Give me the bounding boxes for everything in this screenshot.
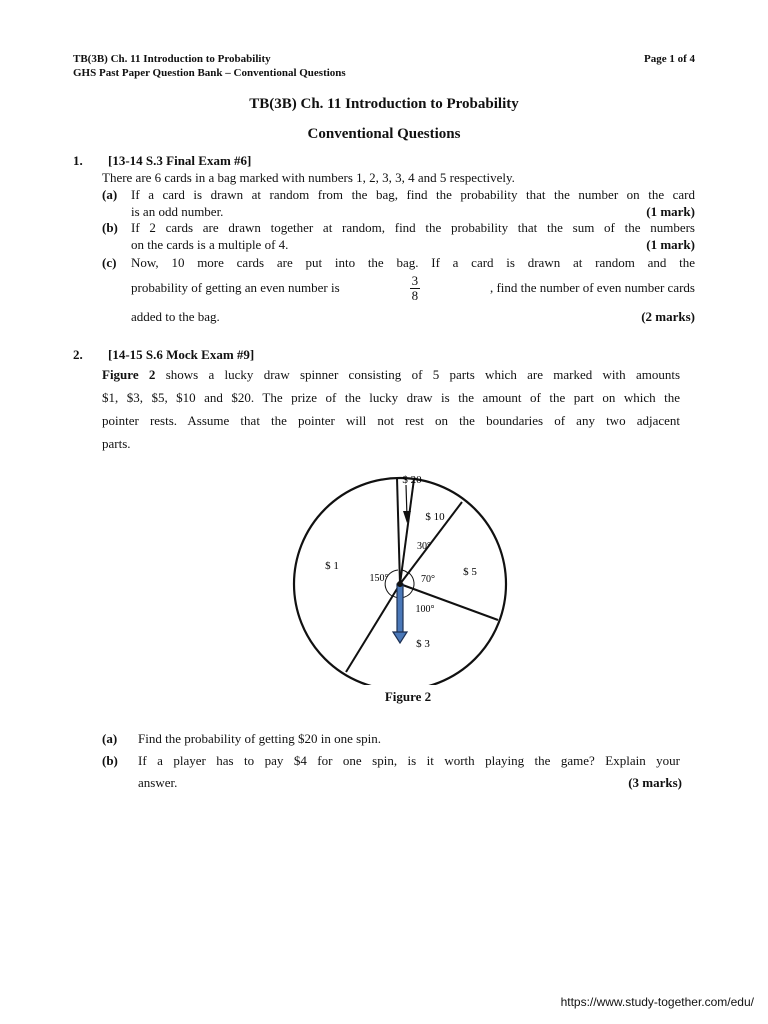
- q1c-line2-wrap: [131, 272, 695, 304]
- q2-intro-text1: shows a lucky draw spinner consisting of 5 parts which are marked with amounts: [165, 367, 681, 382]
- angle-100: 100°: [415, 604, 435, 615]
- q1c-mark: (2 marks): [641, 309, 695, 324]
- q1b-label: (b): [102, 220, 118, 235]
- q1c-line3-wrap: [131, 309, 695, 325]
- header-page-number: Page 1 of 4: [643, 53, 695, 65]
- q1-source: [13-14 S.3 Final Exam #6]: [108, 153, 252, 168]
- q1b-line2-wrap: [131, 237, 695, 253]
- label-5: $ 5: [463, 566, 477, 578]
- label-1: $ 1: [325, 560, 339, 572]
- q1c-fraction-num: 3: [411, 272, 419, 288]
- q1a-mark: (1 mark): [646, 204, 695, 219]
- q1c-fraction: [410, 274, 421, 303]
- q1a-label: (a): [102, 187, 118, 202]
- q2-number: 2.: [73, 347, 83, 362]
- q1c-line3: added to the bag.: [131, 309, 220, 324]
- label-10: $ 10: [425, 511, 445, 523]
- q1a-line1: If a card is drawn at random from the bag, find the probability that the number on the card: [131, 187, 695, 202]
- q1a-line2-wrap: [131, 204, 695, 220]
- angle-70: 70°: [421, 574, 435, 585]
- spinner-hub: [397, 581, 403, 587]
- q1b-line1: If 2 cards are drawn together at random, find the probability that the sum of the numbers: [131, 220, 695, 235]
- q1b-line2: on the cards is a multiple of 4.: [131, 237, 289, 252]
- page-title: TB(3B) Ch. 11 Introduction to Probability: [249, 96, 519, 112]
- angle-30: 30°: [417, 541, 431, 552]
- q1c-fraction-den: 8: [411, 287, 419, 303]
- angle-150: 150°: [369, 573, 389, 584]
- q2-intro-line4: parts.: [102, 436, 131, 451]
- figure-caption: Figure 2: [384, 689, 432, 704]
- q2b-label: (b): [102, 753, 118, 768]
- main-pointer-shaft: [397, 584, 403, 634]
- q2-intro-line1: [102, 363, 680, 386]
- q1c-line2-pre: probability of getting an even number is: [131, 280, 340, 295]
- q1c-line2-post: , find the number of even number cards: [489, 280, 695, 295]
- q2-figure-ref: Figure 2: [102, 367, 156, 382]
- page-subtitle: Conventional Questions: [307, 126, 461, 142]
- q1c-label: (c): [102, 255, 117, 270]
- q2b-line2-wrap: [138, 773, 682, 793]
- q2-intro-line3: pointer rests. Assume that the pointer will not rest on the boundaries of any two adjacent: [102, 413, 680, 428]
- q2-intro-line2: $1, $3, $5, $10 and $20. The prize of the lucky draw is the amount of the part on which the: [102, 390, 680, 405]
- q1a-line2: is an odd number.: [131, 204, 224, 219]
- q1-number: 1.: [73, 153, 83, 168]
- q2-source: [14-15 S.6 Mock Exam #9]: [108, 347, 255, 362]
- footer-url[interactable]: https://www.study-together.com/edu/: [560, 995, 754, 1009]
- q2a-text: Find the probability of getting $20 in one spin.: [138, 731, 382, 746]
- q2a-label: (a): [102, 731, 118, 746]
- label-20: $ 20: [402, 474, 422, 486]
- header-course-title: TB(3B) Ch. 11 Introduction to Probability: [73, 53, 271, 65]
- q2b-line2: answer.: [138, 775, 178, 790]
- label-3: $ 3: [416, 638, 430, 650]
- header-question-bank: GHS Past Paper Question Bank – Conventional Questions: [73, 67, 346, 79]
- spinner-figure: [280, 465, 520, 685]
- q1c-line1: Now, 10 more cards are put into the bag. If a card is drawn at random and the: [131, 255, 695, 270]
- q2b-line1: If a player has to pay $4 for one spin, is it worth playing the game? Explain your: [138, 753, 680, 768]
- q2b-mark: (3 marks): [628, 775, 682, 790]
- q1-intro: There are 6 cards in a bag marked with numbers 1, 2, 3, 3, 4 and 5 respectively.: [102, 170, 515, 185]
- q1b-mark: (1 mark): [646, 237, 695, 252]
